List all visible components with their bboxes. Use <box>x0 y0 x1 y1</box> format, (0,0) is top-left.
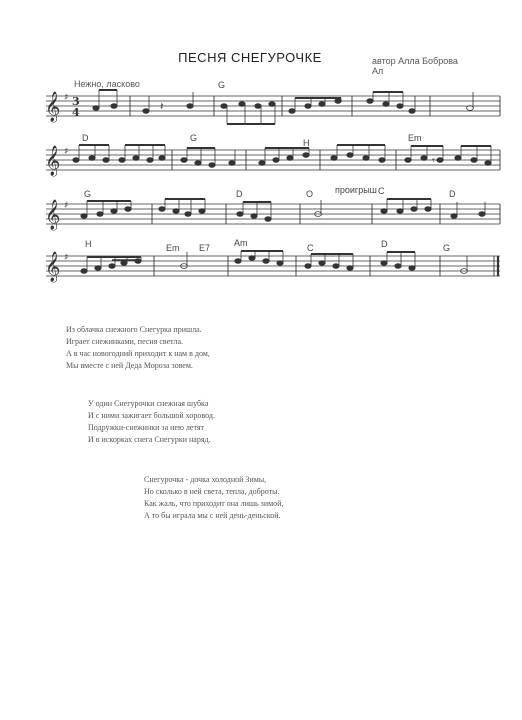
chord-symbol: Em <box>408 133 422 143</box>
chord-symbol: H <box>303 138 310 148</box>
chord-symbol: D <box>449 189 456 199</box>
time-signature <box>72 95 80 119</box>
verse-line: Мы вместе с ней Деда Мороза зовем. <box>66 361 193 370</box>
chord-symbol: G <box>218 80 226 90</box>
svg-text:𝄞: 𝄞 <box>45 92 61 122</box>
verse-line: А то бы играла мы с ней день-деньской. <box>144 511 281 520</box>
treble-clef-icon <box>45 91 60 283</box>
svg-text:♯: ♯ <box>64 253 69 263</box>
author-line-2: Ал <box>372 66 384 76</box>
svg-text:𝄞: 𝄞 <box>45 146 61 176</box>
chord-symbol: Em <box>166 243 180 253</box>
chord-symbol: E7 <box>199 243 211 253</box>
svg-text:3: 3 <box>72 95 80 108</box>
verse-line: Снегурочка - дочка холодной Зимы, <box>144 475 267 484</box>
svg-text:𝄞: 𝄞 <box>45 200 61 230</box>
sharp-icon <box>64 93 68 263</box>
svg-text:𝄞: 𝄞 <box>45 252 61 282</box>
verse-line: Из облачка снежного Снегурка пришла. <box>66 325 202 334</box>
chord-symbol: G <box>443 243 451 253</box>
verse-3 <box>144 474 283 522</box>
verse-line: А в час новогодний приходит к нам в дом, <box>66 349 210 358</box>
verse-line: У один Снегурочки снежная шубка <box>88 399 209 408</box>
chord-symbol: C <box>378 186 385 196</box>
svg-text:♯: ♯ <box>64 93 69 103</box>
chord-symbol: D <box>381 239 388 249</box>
notes <box>73 90 491 273</box>
svg-text:♯: ♯ <box>64 147 69 157</box>
chord-symbol: Am <box>234 238 248 248</box>
verse-line: Но сколько в ней света, тепла, доброты. <box>144 487 280 496</box>
chord-symbol: G <box>84 189 92 199</box>
verse-line: Как жаль, что приходит она лишь зимой, <box>144 499 284 508</box>
verse-1 <box>66 324 210 372</box>
tempo-marking: Нежно, ласково <box>74 79 140 89</box>
verse-line: И с ними зажигает большой хоровод. <box>88 411 215 420</box>
verse-line: Играет снежинками, песня светла. <box>66 337 184 346</box>
chord-symbol: G <box>190 133 198 143</box>
verse-2 <box>88 398 215 446</box>
barlines <box>130 96 500 276</box>
svg-text:♯: ♯ <box>64 201 69 211</box>
chord-symbol: O <box>306 189 314 199</box>
verse-line: И в искорках снега Снегурки наряд. <box>88 435 211 444</box>
chord-symbol: D <box>236 189 243 199</box>
chord-symbol: H <box>85 239 92 249</box>
song-title: ПЕСНЯ СНЕГУРОЧКЕ <box>178 50 322 65</box>
chord-symbol: C <box>307 243 314 253</box>
interlude-label: проигрыш <box>335 185 377 195</box>
chord-symbol: D <box>82 133 89 143</box>
svg-text:4: 4 <box>72 106 80 119</box>
svg-text:𝄾: 𝄾 <box>432 154 435 167</box>
verse-line: Подружки-снежинки за нею летят <box>88 423 205 432</box>
svg-text:𝄽: 𝄽 <box>160 100 164 113</box>
author-line: автор Алла Боброва <box>372 56 458 66</box>
